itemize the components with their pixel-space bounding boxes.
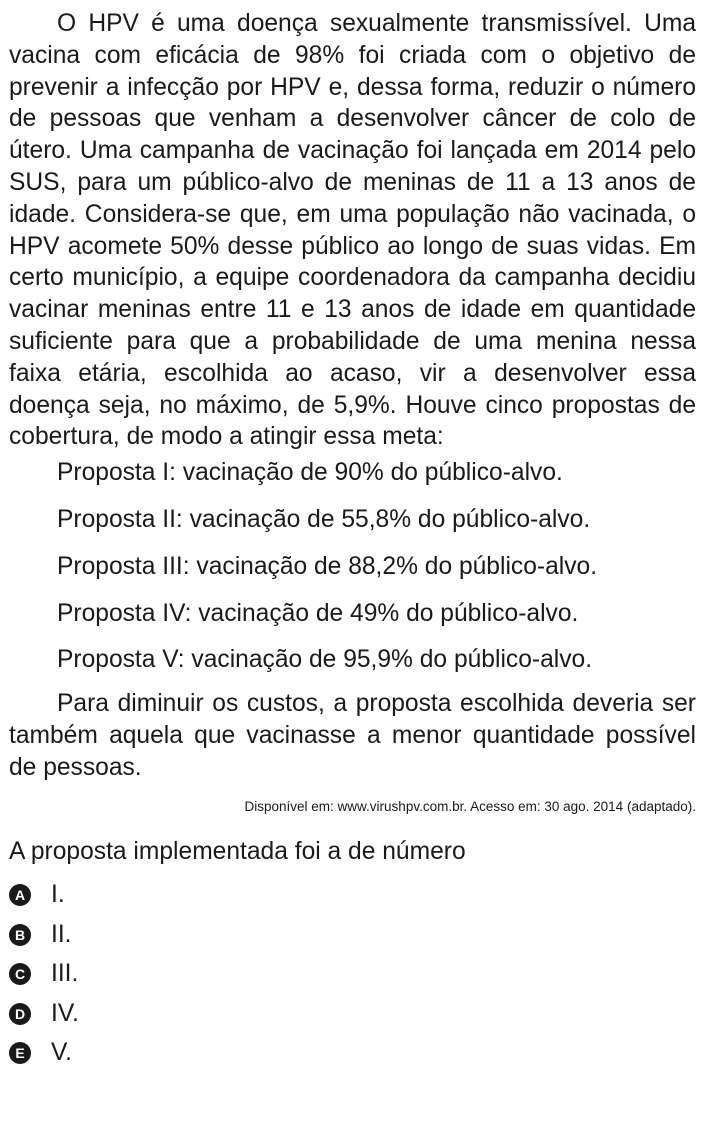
option-a[interactable] [9, 875, 696, 915]
source-citation: Disponível em: www.virushpv.com.br. Acesso em: 30 ago. 2014 (adaptado). [244, 798, 696, 814]
option-d[interactable] [9, 994, 696, 1034]
option-letter-badge: C [9, 963, 31, 985]
answer-options [9, 875, 696, 1073]
proposal-item: Proposta V: vacinação de 95,9% do público-alvo. [57, 646, 593, 674]
option-text: II. [51, 920, 72, 948]
option-letter-badge: A [9, 884, 31, 906]
proposal-item: Proposta III: vacinação de 88,2% do público-alvo. [57, 552, 598, 580]
option-letter-badge: E [9, 1042, 31, 1064]
option-text: IV. [51, 999, 79, 1027]
option-b[interactable] [9, 915, 696, 955]
proposal-list [9, 457, 696, 676]
proposal-item: Proposta IV: vacinação de 49% do público-alvo. [57, 599, 579, 627]
question-prompt: A proposta implementada foi a de número [9, 837, 466, 865]
option-letter-badge: D [9, 1003, 31, 1025]
option-text: III. [51, 960, 79, 988]
proposal-item: Proposta II: vacinação de 55,8% do público-alvo. [57, 505, 591, 533]
cost-paragraph: Para diminuir os custos, a proposta escolhida deveria ser também aquela que vacinasse a menor quantidade possível de pessoas. [9, 690, 696, 781]
option-text: I. [51, 881, 65, 909]
option-text: V. [51, 1039, 72, 1067]
option-letter-badge: B [9, 924, 31, 946]
proposal-item: Proposta I: vacinação de 90% do público-alvo. [57, 459, 563, 487]
option-c[interactable] [9, 954, 696, 994]
option-e[interactable] [9, 1033, 696, 1073]
statement-paragraph: O HPV é uma doença sexualmente transmissível. Uma vacina com eficácia de 98% foi criada com o objetivo de prevenir a infecção por HPV e, dessa forma, reduzir o número de pessoas que venham a desenvolver câncer de colo de útero. Uma campanha de vacinação foi lançada em 2014 pelo SUS, para um público-alvo de meninas de 11 a 13 anos de idade. Considera-se que, em uma população não vacinada, o HPV acomete 50% desse público ao longo de suas vidas. Em certo município, a equipe coordenadora da campanha decidiu vacinar meninas entre 11 e 13 anos de idade em quantidade suficiente para que a probabilidade de uma menina nessa faixa etária, escolhida ao acaso, vir a desenvolver essa doença seja, no máximo, de 5,9%. Houve cinco propostas de cobertura, de modo a atingir essa meta: [9, 10, 696, 451]
